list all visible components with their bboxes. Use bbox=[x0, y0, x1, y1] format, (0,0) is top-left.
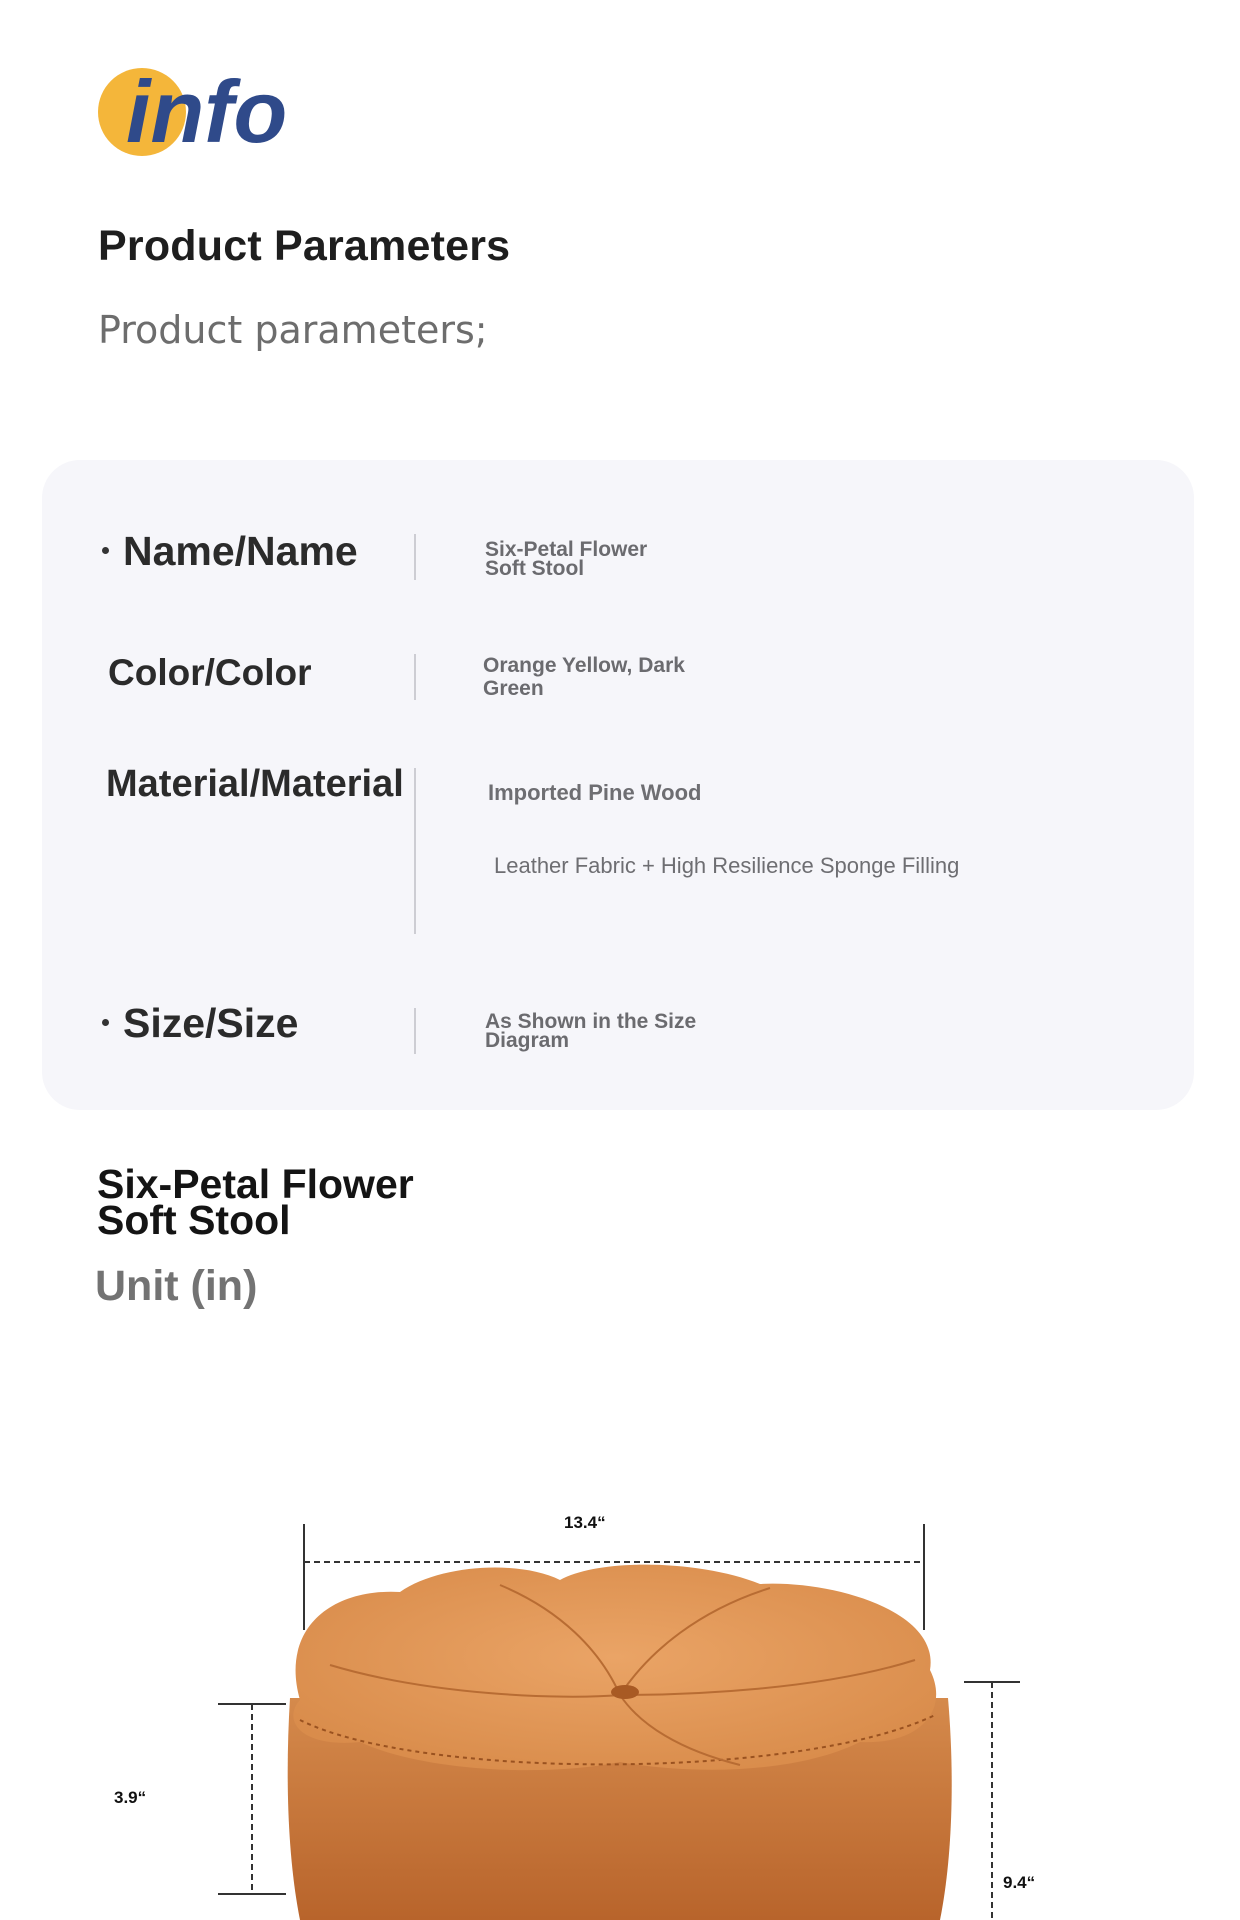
total-height-label: 9.4“ bbox=[1003, 1873, 1036, 1892]
param-name-label: Name/Name bbox=[102, 528, 358, 575]
param-name-value: Six-Petal Flower Soft Stool bbox=[485, 538, 648, 580]
unit-label: Unit (in) bbox=[95, 1262, 258, 1310]
seat-height-label: 3.9“ bbox=[114, 1788, 147, 1807]
param-size-label: Size/Size bbox=[102, 1000, 298, 1047]
stool-illustration bbox=[0, 1480, 1240, 1920]
info-logo bbox=[96, 62, 306, 162]
param-color-label: Color/Color bbox=[108, 652, 312, 693]
center-button bbox=[611, 1685, 639, 1699]
page-subtitle: Product parameters; bbox=[98, 308, 488, 352]
param-material-label: Material/Material bbox=[106, 763, 404, 805]
width-dimension-label: 13.4“ bbox=[564, 1513, 606, 1532]
stool-cushion bbox=[293, 1565, 936, 1770]
product-title: Six-Petal Flower Soft Stool bbox=[97, 1161, 414, 1243]
divider bbox=[414, 654, 416, 700]
size-diagram bbox=[0, 1480, 1240, 1920]
divider bbox=[414, 534, 416, 580]
logo-text: info bbox=[126, 62, 288, 161]
bullet-icon bbox=[102, 547, 109, 554]
param-color-value: Orange Yellow, Dark Green bbox=[483, 654, 685, 700]
bullet-icon bbox=[102, 1019, 109, 1026]
page-title: Product Parameters bbox=[98, 222, 511, 270]
param-size-value: As Shown in the Size Diagram bbox=[485, 1010, 697, 1052]
param-material-value-1: Imported Pine Wood bbox=[488, 780, 702, 805]
divider bbox=[414, 1008, 416, 1054]
divider bbox=[414, 768, 416, 934]
param-material-value-2: Leather Fabric + High Resilience Sponge Filling bbox=[494, 853, 960, 878]
